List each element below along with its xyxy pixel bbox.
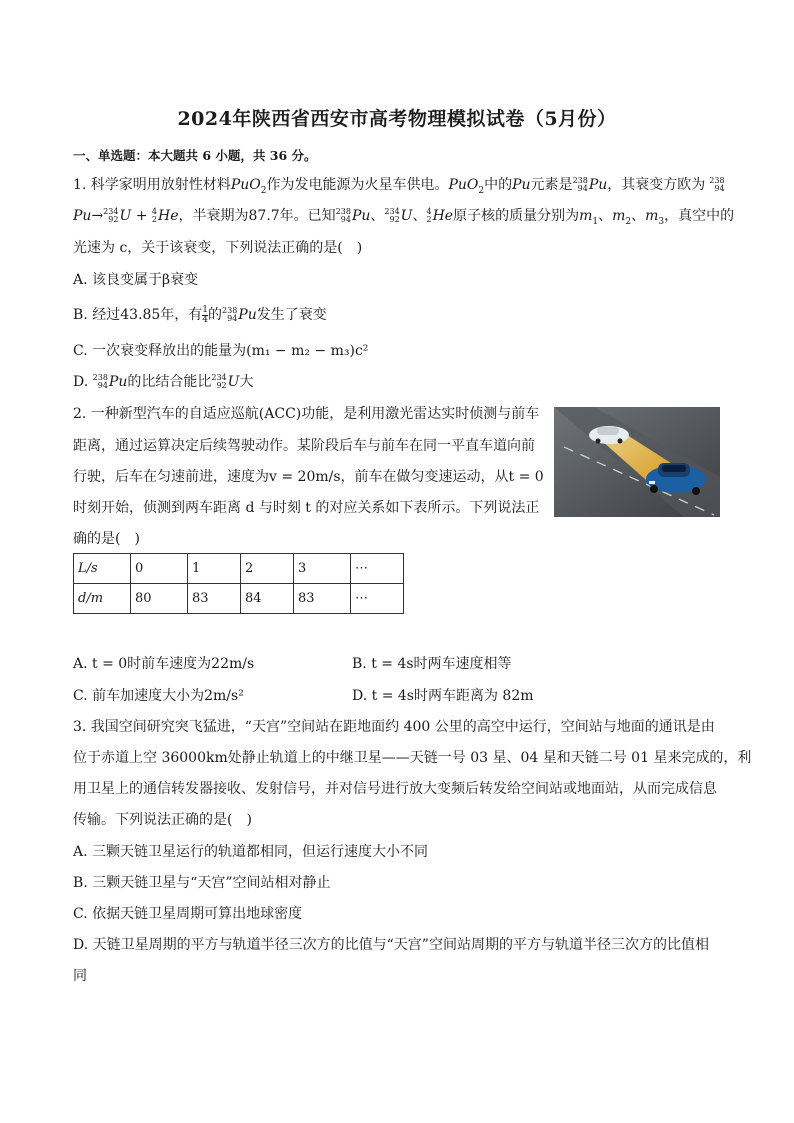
table-cell: d/m — [74, 584, 131, 614]
q3-option-d-line-2: 同 — [73, 968, 87, 984]
table-cell: ⋯ — [351, 554, 404, 584]
table-cell: 3 — [294, 554, 351, 584]
table-row — [74, 554, 404, 584]
q1-option-c: C. 一次衰变释放出的能量为(m₁ − m₂ − m₃)c² — [73, 343, 369, 359]
distance-time-table — [73, 553, 404, 614]
nuclide-script: 4 2 — [151, 207, 157, 224]
q1-option-d: D. 238 94 Pu的比结合能比 234 92 U大 — [73, 373, 254, 390]
nuclide-script: 4 2 — [426, 207, 432, 224]
q2-option-c: C. 前车加速度大小为2m/s² — [73, 688, 244, 704]
q3-option-b: B. 三颗天链卫星与“天宫”空间站相对静止 — [73, 875, 331, 891]
nuclide-script: 238 94 — [709, 176, 725, 193]
q3-option-a: A. 三颗天链卫星运行的轨道都相同，但运行速度大小不同 — [73, 844, 429, 860]
nuclide-script: 234 92 — [211, 373, 227, 390]
nuclide-script: 238 94 — [92, 373, 108, 390]
table-cell: 84 — [241, 584, 294, 614]
nuclide-script: 234 92 — [103, 207, 119, 224]
q1-line-2: Pu→ 234 92 U + 4 2 He，半衰期为87.7年。已知 238 94 Pu、 234 92 U、 4 2 He原子核的质量分别为$m_1$、$m_2$、$m_3$，真空中的 — [73, 207, 735, 227]
q2-option-a: A. t = 0时前车速度为22m/s — [73, 656, 255, 672]
q1-line-3: 光速为 c，关于该衰变，下列说法正确的是( ) — [73, 240, 363, 256]
table-cell: 1 — [188, 554, 241, 584]
page-title: 2024年陕西省西安市高考物理模拟试卷（5月份） — [177, 108, 617, 130]
q1-option-a: A. 该良变属于β衰变 — [73, 272, 199, 288]
q2-line-1: 2. 一种新型汽车的自适应巡航(ACC)功能，是利用激光雷达实时侦测与前车 — [73, 406, 540, 422]
table-cell: 83 — [294, 584, 351, 614]
q3-line-1: 3. 我国空间研究突飞猛进，“天宫”空间站在距地面约 400 公里的高空中运行，空间站与地面的通讯是由 — [73, 719, 715, 735]
q2-line-4: 时刻开始，侦测到两车距离 d 与时刻 t 的对应关系如下表所示。下列说法正 — [73, 500, 540, 516]
q2-line-3: 行驶，后车在匀速前进，速度为v = 20m/s，前车在做匀变速运动，从t = 0 — [73, 469, 544, 485]
table-cell: 2 — [241, 554, 294, 584]
q3-line-3: 用卫星上的通信转发器接收、发射信号，并对信号进行放大变频后转发给空间站或地面站，从而完成信息 — [73, 781, 717, 797]
q3-option-d-line-1: D. 天链卫星周期的平方与轨道半径三次方的比值与“天宫”空间站周期的平方与轨道半径三次方的比值相 — [73, 937, 709, 953]
table-cell: 80 — [131, 584, 188, 614]
table-cell: ⋯ — [351, 584, 404, 614]
q1-option-b: B. 经过43.85年，有 $\frac{1}{4}$ 的 238 94 Pu发生了衰变 — [73, 304, 327, 325]
q3-line-2: 位于赤道上空 36000km处静止轨道上的中继卫星——天链一号 03 星、04 星和天链二号 01 星来完成的，利 — [73, 750, 752, 766]
table-cell: 83 — [188, 584, 241, 614]
q2-option-b: B. t = 4s时两车速度相等 — [352, 656, 512, 672]
front-car — [589, 426, 629, 444]
nuclide-script: 238 94 — [222, 306, 238, 323]
table-row — [74, 584, 404, 614]
q2-line-2: 距离，通过运算决定后续驾驶动作。某阶段后车与前车在同一平直车道向前 — [73, 438, 535, 454]
q2-line-5: 确的是( ) — [73, 531, 140, 547]
q2-option-d: D. t = 4s时两车距离为 82m — [352, 688, 534, 704]
table-cell: 0 — [131, 554, 188, 584]
fraction: $\frac{1}{4}$ — [202, 304, 209, 325]
nuclide-script: 234 92 — [384, 207, 400, 224]
q1-line-1: 1. 科学家明用放射性材料PuO$_2$作为发电能源为火星车供电。PuO$_2$中的Pu元素是 238 94 Pu，其衰变方欧为 238 94 — [73, 176, 725, 196]
table-cell: L/s — [74, 554, 131, 584]
q3-line-4: 传输。下列说法正确的是( ) — [73, 812, 252, 828]
q3-option-c: C. 依据天链卫星周期可算出地球密度 — [73, 906, 303, 922]
nuclide-script: 238 94 — [572, 176, 588, 193]
acc-radar-car-image — [554, 407, 720, 517]
section-heading: 一、单选题：本大题共 6 小题，共 36 分。 — [73, 148, 317, 163]
nuclide-script: 238 94 — [335, 207, 351, 224]
